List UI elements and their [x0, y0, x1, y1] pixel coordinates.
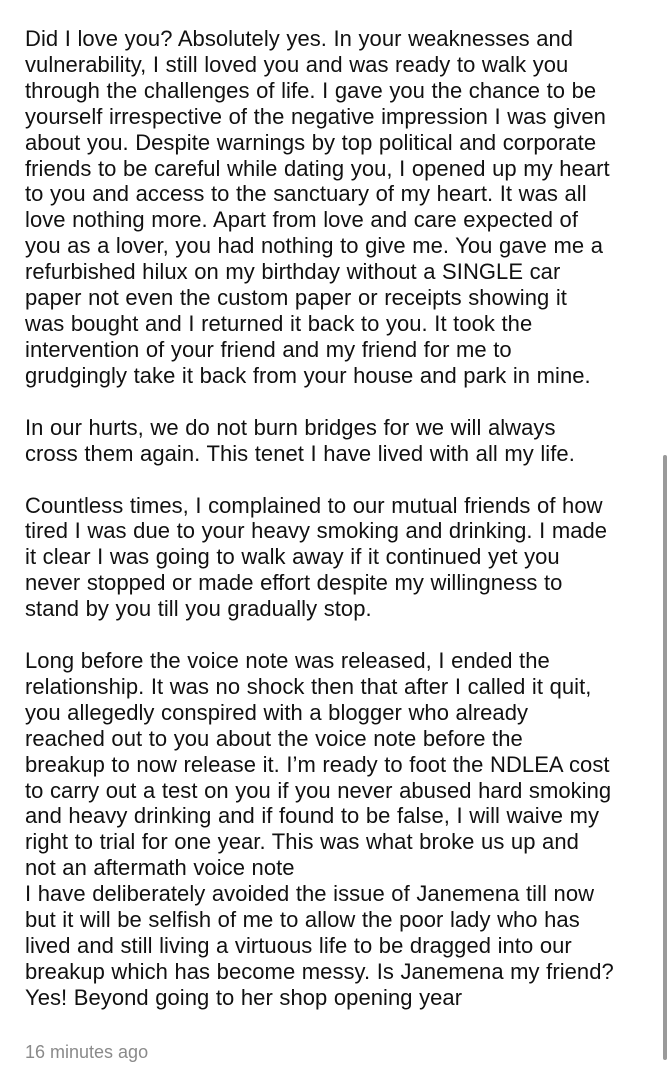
- scrollbar-thumb[interactable]: [663, 455, 667, 1060]
- post-paragraph-4: Long before the voice note was released, I ended the relationship. It was no shock then that after I called it quit, you allegedly conspired with a blogger who already reached out to you about the voice note before the breakup to now release it. I’m ready to foot the NDLEA cost to carry out a test on you if you never abused hard smoking and heavy drinking and if found to be false, I will waive my right to trial for one year. This was what broke us up and not an aftermath voice note I have deliberately avoided the issue of Janemena till now but it will be selfish of me to allow the poor lady who has lived and still living a virtuous life to be dragged into our breakup which has become messy. Is Janemena my friend? Yes! Beyond going to her shop opening year: [25, 648, 614, 1010]
- post-paragraph-1: Did I love you? Absolutely yes. In your weaknesses and vulnerability, I still loved you and was ready to walk you through the challenges of life. I gave you the chance to be yourself irrespective of the negative impression I was given about you. Despite warnings by top political and corporate friends to be careful while dating you, I opened up my heart to you and access to the sanctuary of my heart. It was all love nothing more. Apart from love and care expected of you as a lover, you had nothing to give me. You gave me a refurbished hilux on my birthday without a SINGLE car paper not even the custom paper or receipts showing it was bought and I returned it back to you. It took the intervention of your friend and my friend for me to grudgingly take it back from your house and park in mine.: [25, 26, 610, 388]
- scrollbar[interactable]: [660, 0, 670, 1080]
- post-paragraph-3: Countless times, I complained to our mutual friends of how tired I was due to your heavy smoking and drinking. I made it clear I was going to walk away if it continued yet you never stopped or made effort despite my willingness to stand by you till you gradually stop.: [25, 492, 608, 622]
- post-timestamp: 16 minutes ago: [25, 1042, 149, 1062]
- post-paragraph-2: In our hurts, we do not burn bridges for we will always cross them again. This tenet I have lived with all my life.: [25, 414, 575, 466]
- paragraph-gap: [25, 622, 655, 648]
- paragraph-gap: [25, 389, 655, 415]
- post-body: [25, 26, 655, 1011]
- paragraph-gap: [25, 467, 655, 493]
